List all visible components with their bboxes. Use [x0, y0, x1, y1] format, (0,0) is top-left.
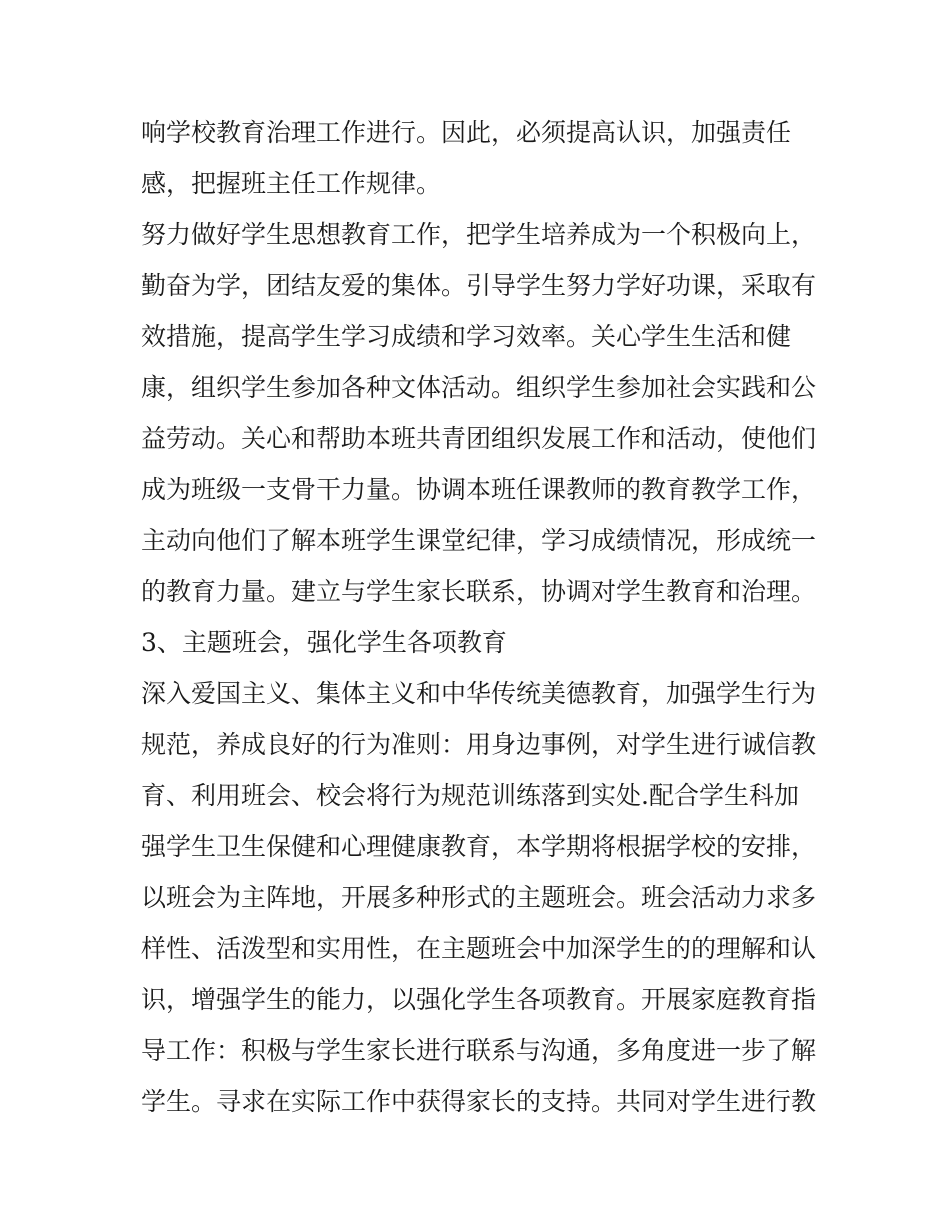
- text-line: 导工作：积极与学生家长进行联系与沟通，多角度进一步了解: [141, 1036, 817, 1065]
- text-line: 感，把握班主任工作规律。: [141, 169, 442, 198]
- text-line: 响学校教育治理工作进行。因此，必须提高认识，加强责任: [141, 118, 792, 147]
- text-line: 规范，养成良好的行为准则：用身边事例，对学生进行诚信教: [141, 730, 817, 759]
- text-line: 识，增强学生的能力，以强化学生各项教育。开展家庭教育指: [141, 985, 817, 1014]
- text-line: 以班会为主阵地，开展多种形式的主题班会。班会活动力求多: [141, 883, 817, 912]
- text-line: 主动向他们了解本班学生课堂纪律，学习成绩情况，形成统一: [141, 526, 817, 555]
- text-line: 强学生卫生保健和心理健康教育，本学期将根据学校的安排，: [141, 832, 817, 861]
- text-line: 康，组织学生参加各种文体活动。组织学生参加社会实践和公: [141, 373, 817, 402]
- text-line: 的教育力量。建立与学生家长联系，协调对学生教育和治理。: [141, 577, 817, 606]
- text-line: 效措施，提高学生学习成绩和学习效率。关心学生生活和健: [141, 322, 792, 351]
- text-line: 深入爱国主义、集体主义和中华传统美德教育，加强学生行为: [141, 679, 817, 708]
- section-heading: 3、主题班会，强化学生各项教育: [141, 628, 507, 657]
- text-line: 成为班级一支骨干力量。协调本班任课教师的教育教学工作，: [141, 475, 817, 504]
- text-line: 勤奋为学，团结友爱的集体。引导学生努力学好功课，采取有: [141, 271, 817, 300]
- text-line: 样性、活泼型和实用性，在主题班会中加深学生的的理解和认: [141, 934, 817, 963]
- document-body: [141, 107, 821, 1127]
- text-line: 育、利用班会、校会将行为规范训练落到实处.配合学生科加: [141, 781, 799, 810]
- text-line: 努力做好学生思想教育工作，把学生培养成为一个积极向上，: [141, 220, 817, 249]
- text-line: 学生。寻求在实际工作中获得家长的支持。共同对学生进行教: [141, 1087, 817, 1116]
- text-line: 益劳动。关心和帮助本班共青团组织发展工作和活动，使他们: [141, 424, 817, 453]
